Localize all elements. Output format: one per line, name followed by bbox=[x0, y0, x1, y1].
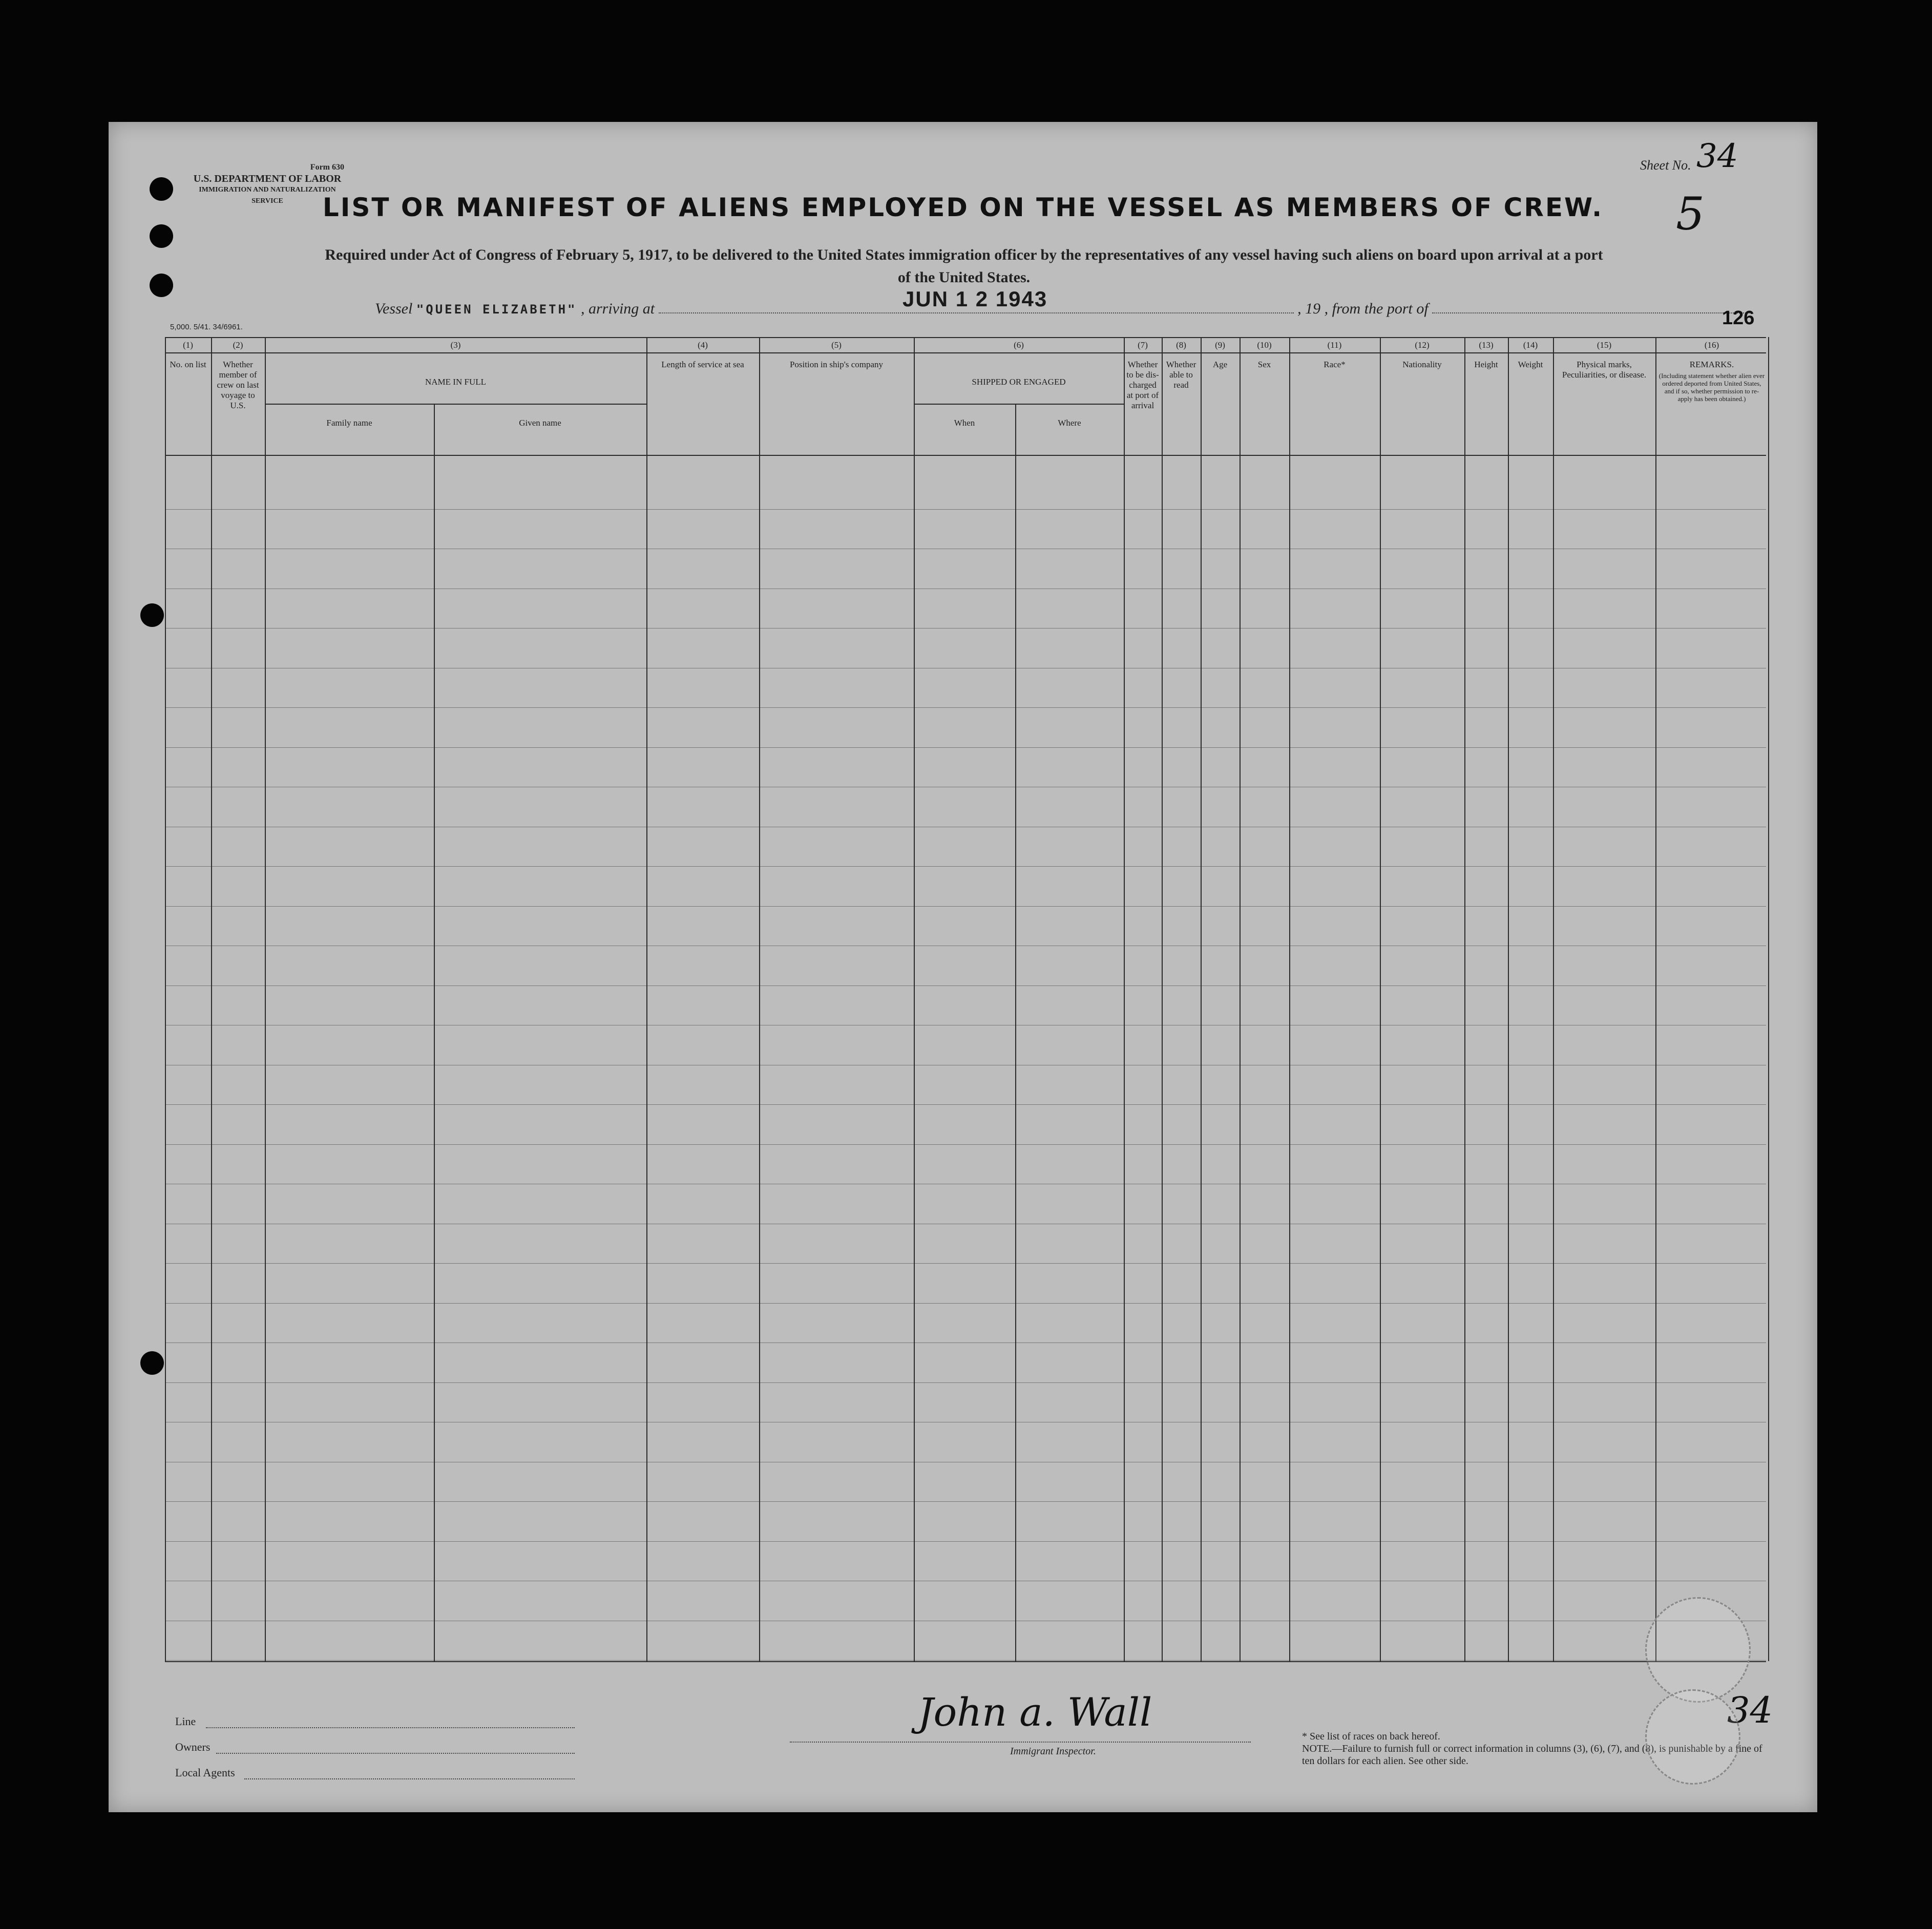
column-rule bbox=[1464, 337, 1465, 1661]
form-number: Form 630 bbox=[310, 163, 344, 172]
shipped-subheader-rule bbox=[914, 404, 1124, 405]
arrival-date-stamp: JUN 1 2 1943 bbox=[902, 287, 1048, 311]
punch-hole bbox=[150, 274, 173, 297]
column-header: Height bbox=[1474, 360, 1498, 369]
column-rule bbox=[1768, 337, 1769, 1661]
column-header: Sex bbox=[1257, 360, 1271, 369]
row-rule bbox=[165, 1382, 1766, 1383]
column-number: (16) bbox=[1704, 340, 1719, 350]
vessel-label: Vessel bbox=[375, 300, 413, 317]
column-rule bbox=[165, 337, 166, 1661]
column-number: (10) bbox=[1257, 340, 1272, 350]
column-header: Whether member of crew on last voyage to U.S. bbox=[217, 360, 259, 410]
handwritten-page-number: 34 bbox=[1727, 1689, 1773, 1731]
column-number: (12) bbox=[1415, 340, 1430, 350]
name-subheader-rule bbox=[265, 404, 646, 405]
column-rule bbox=[1240, 337, 1241, 1661]
arriving-label: , arriving at bbox=[580, 300, 655, 317]
year-label: , 19 bbox=[1297, 300, 1321, 317]
column-number: (8) bbox=[1176, 340, 1186, 350]
inspector-label: Immigrant Inspector. bbox=[1010, 1746, 1096, 1757]
column-rule bbox=[914, 337, 915, 1661]
column-number: (11) bbox=[1327, 340, 1342, 350]
page-number: 126 bbox=[1722, 307, 1755, 329]
column-number: (6) bbox=[1014, 340, 1024, 350]
local-agents-label: Local Agents bbox=[175, 1766, 235, 1779]
row-rule bbox=[165, 1104, 1766, 1105]
row-rule bbox=[165, 1303, 1766, 1304]
column-header: Age bbox=[1212, 360, 1228, 369]
column-header: Position in ship's company bbox=[789, 360, 884, 369]
column-header-note: (Including statement whether alien ever ordered deported from United States, and if so, whether permission to re-apply has been obtained.) bbox=[1658, 372, 1765, 403]
vessel-name: "QUEEN ELIZABETH" bbox=[416, 302, 577, 317]
column-header: Weight bbox=[1518, 360, 1543, 369]
column-rule bbox=[1289, 337, 1290, 1661]
column-header: Whether able to read bbox=[1166, 360, 1196, 390]
column-number-rule bbox=[165, 352, 1766, 353]
sheet-label: Sheet No. bbox=[1640, 158, 1691, 173]
column-header: Length of service at sea bbox=[661, 360, 744, 369]
column-number: (7) bbox=[1138, 340, 1148, 350]
column-rule bbox=[434, 404, 435, 1661]
column-subheader: When bbox=[954, 418, 975, 428]
column-number: (13) bbox=[1479, 340, 1494, 350]
column-number: (5) bbox=[831, 340, 842, 350]
column-subheader: Given name bbox=[519, 418, 561, 428]
manifest-subtitle: Required under Act of Congress of February 5, 1917, to be delivered to the United States immigration officer by the representatives of any vessel having such aliens on board upon arrival at a port of the United States. bbox=[325, 246, 1603, 286]
embossed-seal bbox=[1645, 1689, 1740, 1785]
column-rule bbox=[1553, 337, 1554, 1661]
column-subheader: Where bbox=[1058, 418, 1081, 428]
row-rule bbox=[165, 1501, 1766, 1502]
column-number: (2) bbox=[233, 340, 243, 350]
punch-hole bbox=[140, 603, 164, 627]
manifest-table bbox=[165, 337, 1766, 1671]
column-header: Nationality bbox=[1402, 360, 1442, 369]
column-rule bbox=[759, 337, 760, 1661]
column-rule bbox=[1380, 337, 1381, 1661]
from-port-label: , from the port of bbox=[1324, 300, 1429, 317]
handwritten-five: 5 bbox=[1676, 187, 1705, 240]
column-rule bbox=[1015, 404, 1016, 1661]
manifest-title: LIST OR MANIFEST OF ALIENS EMPLOYED ON THE VESSEL AS MEMBERS OF CREW. bbox=[322, 193, 1604, 222]
table-top-rule bbox=[165, 337, 1766, 338]
column-header: Physical marks, Peculiarities, or disease. bbox=[1562, 360, 1647, 380]
column-rule bbox=[211, 337, 212, 1661]
column-rule bbox=[1508, 337, 1509, 1661]
column-header: No. on list bbox=[170, 360, 206, 369]
print-code: 5,000. 5/41. 34/6961. bbox=[170, 323, 243, 331]
manifest-page bbox=[109, 122, 1817, 1812]
row-rule bbox=[165, 906, 1766, 907]
column-rule bbox=[1201, 337, 1202, 1661]
service-name: IMMIGRATION AND NATURALIZATION SERVICE bbox=[199, 186, 336, 205]
column-number: (15) bbox=[1597, 340, 1612, 350]
column-rule bbox=[1655, 337, 1656, 1661]
column-rule bbox=[265, 337, 266, 1661]
column-rule bbox=[1162, 337, 1163, 1661]
punch-hole bbox=[140, 1351, 164, 1375]
punch-hole bbox=[150, 224, 173, 248]
column-subheader: Family name bbox=[326, 418, 372, 428]
row-rule bbox=[165, 509, 1766, 510]
fine-note: NOTE.—Failure to furnish full or correct information in columns (3), (6), (7), and (8), is punishable by a fine of ten dollars for each alien. See other side. bbox=[1302, 1743, 1762, 1767]
sheet-number: 34 bbox=[1696, 137, 1738, 175]
owners-label: Owners bbox=[175, 1741, 211, 1753]
column-number: (3) bbox=[450, 340, 461, 350]
row-rule bbox=[165, 747, 1766, 748]
column-number: (1) bbox=[183, 340, 193, 350]
table-bottom-rule bbox=[165, 1661, 1766, 1662]
inspector-signature: John a. Wall bbox=[918, 1689, 1152, 1735]
row-rule bbox=[165, 1144, 1766, 1145]
column-rule bbox=[1124, 337, 1125, 1661]
column-number: (4) bbox=[698, 340, 708, 350]
column-number: (9) bbox=[1215, 340, 1225, 350]
vessel-line bbox=[375, 300, 1750, 318]
row-rule bbox=[165, 1660, 1766, 1661]
column-rule bbox=[646, 337, 647, 1661]
column-header: Race* bbox=[1324, 360, 1346, 369]
column-header: REMARKS. bbox=[1689, 360, 1734, 369]
row-rule bbox=[165, 866, 1766, 867]
department-name: U.S. DEPARTMENT OF LABOR bbox=[193, 173, 342, 184]
column-number: (14) bbox=[1523, 340, 1538, 350]
row-rule bbox=[165, 707, 1766, 708]
embossed-seal bbox=[1645, 1597, 1751, 1703]
line-label: Line bbox=[175, 1715, 196, 1728]
race-note: * See list of races on back hereof. bbox=[1302, 1731, 1440, 1742]
header-bottom-rule bbox=[165, 455, 1766, 456]
column-header: SHIPPED OR ENGAGED bbox=[972, 377, 1066, 387]
column-header: NAME IN FULL bbox=[425, 377, 486, 387]
row-rule bbox=[165, 1541, 1766, 1542]
column-header: Whether to be dis-charged at port of arrival bbox=[1126, 360, 1159, 410]
row-rule bbox=[165, 1263, 1766, 1264]
